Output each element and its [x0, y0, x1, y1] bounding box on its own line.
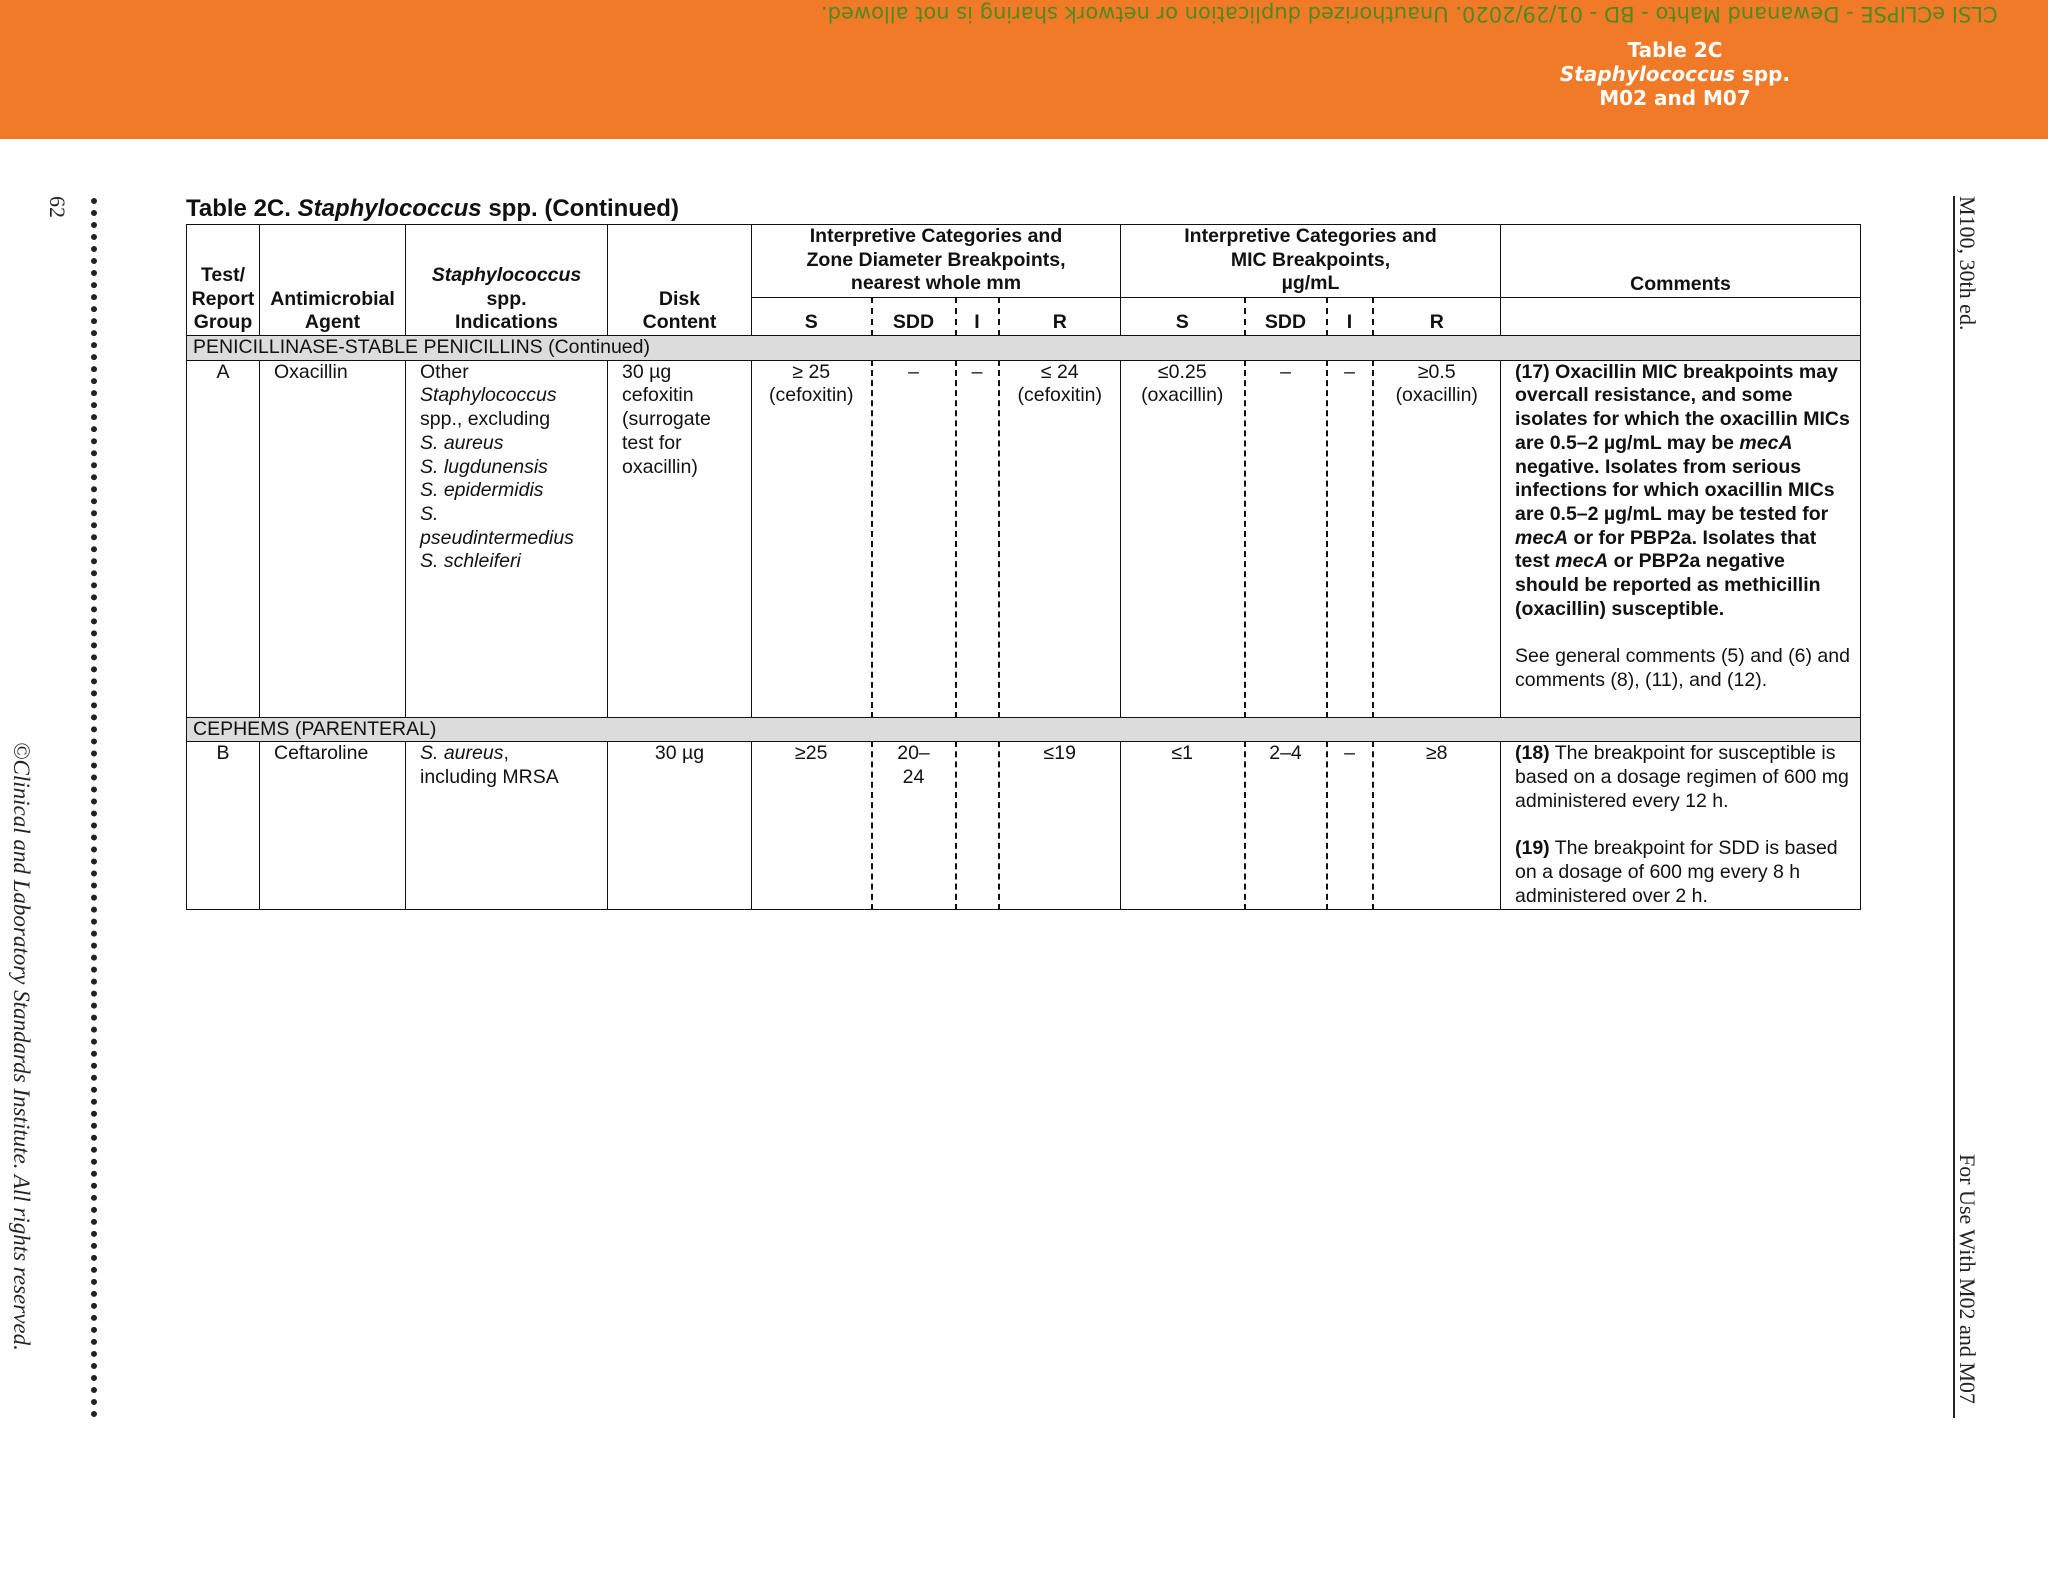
table-row [187, 742, 1861, 910]
row-zone-sdd: – [872, 360, 956, 717]
header-mic-sdd: SDD [1245, 298, 1327, 336]
edition-label: M100, 30th ed. [1955, 196, 1980, 331]
header-disk-content: Disk Content [608, 225, 752, 336]
header-zone-s: S [752, 298, 872, 336]
comment-18: (18) The breakpoint for susceptible is based on a dosage regimen of 600 mg administered every 12 h. [1515, 742, 1849, 812]
section-label: CEPHEMS (PARENTERAL) [187, 717, 1861, 742]
table-row [187, 360, 1861, 717]
table-title: Table 2C. Staphylococcus spp. (Continued) [186, 195, 679, 222]
header-mic-r: R [1373, 298, 1501, 336]
row-mic-sdd: – [1245, 360, 1327, 717]
header-indications: Staphylococcus spp. Indications [406, 225, 608, 336]
section-label: PENICILLINASE-STABLE PENICILLINS (Continued) [187, 336, 1861, 361]
row-mic-r: ≥0.5 (oxacillin) [1373, 360, 1501, 717]
row-mic-i: – [1327, 360, 1373, 717]
row-comments [1501, 742, 1861, 910]
row-indications: Other Staphylococcus spp., excluding S. aureus S. lugdunensis S. epidermidis S. pseudintermedius S. schleiferi [406, 360, 608, 717]
row-mic-s: ≤0.25 (oxacillin) [1121, 360, 1245, 717]
header-mic-i: I [1327, 298, 1373, 336]
header-zone-sdd: SDD [872, 298, 956, 336]
header-test-group: Test/ Report Group [187, 225, 260, 336]
header-zone-r: R [999, 298, 1121, 336]
breakpoint-table [186, 224, 1861, 910]
header-agent: Antimicrobial Agent [260, 225, 406, 336]
row-zone-r: ≤19 [999, 742, 1121, 910]
section-row-cephems [187, 717, 1861, 742]
row-mic-sdd: 2–4 [1245, 742, 1327, 910]
page-number: 62 [45, 196, 70, 218]
license-watermark: CLSI eCLIPSE - Dewanand Mahto - BD - 01/29/2020. Unauthorized duplication or network sharing is not allowed. [821, 2, 1998, 26]
row-zone-sdd: 20– 24 [872, 742, 956, 910]
row-indications: S. aureus, including MRSA [406, 742, 608, 910]
row-zone-s: ≥ 25 (cefoxitin) [752, 360, 872, 717]
for-use-label: For Use With M02 and M07 [1955, 1154, 1980, 1404]
header-mic: Interpretive Categories and MIC Breakpoints, µg/mL [1121, 225, 1501, 298]
tab-line-2: Staphylococcus spp. [1559, 62, 1791, 86]
dotted-rule [91, 198, 97, 1418]
row-group: A [187, 360, 260, 717]
row-agent: Ceftaroline [260, 742, 406, 910]
header-zone-diameter: Interpretive Categories and Zone Diameter Breakpoints, nearest whole mm [752, 225, 1121, 298]
row-comments [1501, 360, 1861, 717]
header-comments-blank [1501, 298, 1861, 336]
header-row-1 [187, 225, 1861, 298]
table-tab-label [1530, 38, 1820, 110]
header-mic-s: S [1121, 298, 1245, 336]
copyright-notice: ©Clinical and Laboratory Standards Institute. All rights reserved. [9, 742, 34, 1351]
row-zone-i: – [956, 360, 999, 717]
header-banner [0, 0, 2048, 139]
row-zone-s: ≥25 [752, 742, 872, 910]
row-mic-s: ≤1 [1121, 742, 1245, 910]
tab-line-1: Table 2C [1627, 38, 1723, 62]
row-group: B [187, 742, 260, 910]
header-zone-i: I [956, 298, 999, 336]
row-disk-content: 30 µg cefoxitin (surrogate test for oxacillin) [608, 360, 752, 717]
row-zone-i [956, 742, 999, 910]
comment-17: (17) Oxacillin MIC breakpoints may overcall resistance, and some isolates for which the oxacillin MICs are 0.5–2 µg/mL may be mecA negative. Isolates from serious infections for which oxacillin MICs are 0.5–2 µg/mL may be tested for mecA or for PBP2a. Isolates that test mecA or PBP2a negative should be reported as methicillin (oxacillin) susceptible. [1515, 360, 1850, 620]
row-agent: Oxacillin [260, 360, 406, 717]
row-disk-content: 30 µg [608, 742, 752, 910]
row-mic-r: ≥8 [1373, 742, 1501, 910]
row-zone-r: ≤ 24 (cefoxitin) [999, 360, 1121, 717]
row-mic-i: – [1327, 742, 1373, 910]
comment-general: See general comments (5) and (6) and comments (8), (11), and (12). [1515, 645, 1850, 691]
header-comments: Comments [1501, 225, 1861, 298]
tab-line-3: M02 and M07 [1599, 86, 1751, 110]
comment-19: (19) The breakpoint for SDD is based on a dosage of 600 mg every 8 h administered over 2 h. [1515, 837, 1838, 907]
section-row-penicillins [187, 336, 1861, 361]
